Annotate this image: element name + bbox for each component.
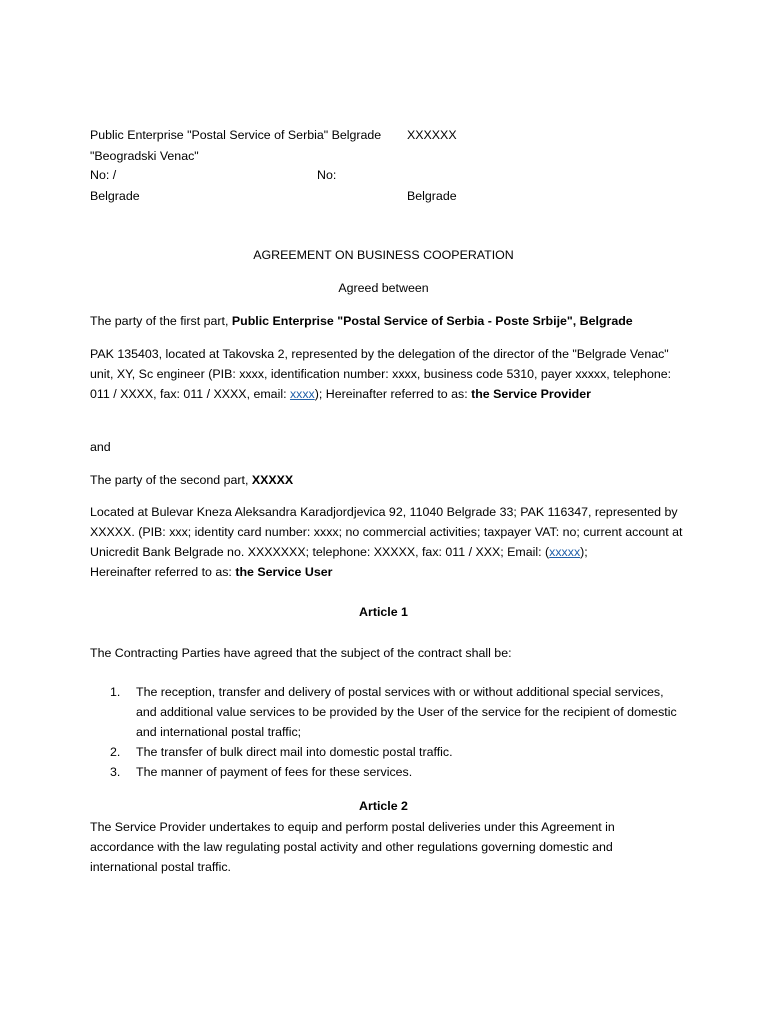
list-item-text: The transfer of bulk direct mail into domestic postal traffic.: [136, 745, 453, 759]
place-right: Belgrade: [407, 189, 457, 203]
document-subtitle: Agreed between: [338, 281, 429, 295]
first-party-email-link[interactable]: xxxx: [289, 387, 315, 401]
article-1-intro: The Contracting Parties have agreed that the subject of the contract shall be:: [90, 646, 512, 660]
second-party-details-tail: );: [580, 545, 588, 559]
list-item-text: The reception, transfer and delivery of postal services with or without additional special services, and additional value services to be provided by the User of the service for the recipient of domestic and international postal traffic;: [136, 685, 677, 739]
list-item: [90, 762, 680, 782]
conjunction-and: and: [90, 440, 111, 454]
article-2-text: The Service Provider undertakes to equip and perform postal deliveries under this Agreement in accordance with the law regulating postal activity and other regulations governing domestic and international postal traffic.: [90, 820, 615, 874]
first-party-intro: The party of the first part,: [90, 314, 232, 328]
reference-number-left: No: /: [90, 168, 117, 182]
place-left: Belgrade: [90, 189, 140, 203]
reference-number-right: No:: [317, 168, 337, 182]
article-1-list: [90, 682, 680, 782]
sender-name-line2: "Beogradski Venac": [90, 149, 199, 163]
document-title: AGREEMENT ON BUSINESS COOPERATION: [253, 248, 514, 262]
second-party-heading: [90, 470, 690, 490]
second-party-details-text: Located at Bulevar Kneza Aleksandra Karadjordjevica 92, 11040 Belgrade 33; PAK 116347, represented by XXXXX. (PIB: xxx; identity card number: xxxx; no commercial activities; taxpayer VAT: no; current account at Unicredit Bank Belgrade no. XXXXXXX; telephone: XXXXX, fax: 011 / XXX; Email: (: [90, 505, 683, 559]
list-item: [90, 742, 680, 762]
list-item-number: 1.: [110, 685, 121, 699]
recipient-code: XXXXXX: [407, 128, 457, 142]
first-party-details-text: PAK 135403, located at Takovska 2, represented by the delegation of the director of the "Belgrade Venac" unit, XY, Sc engineer (PIB: xxxx, identification number: xxxx, business code 5310, payer xxxxx, telephone: 011 / XXXX, fax: 011 / XXXX, email:: [90, 347, 672, 401]
first-party-role: the Service Provider: [471, 387, 591, 401]
list-item-text: The manner of payment of fees for these services.: [136, 765, 413, 779]
list-item-number: 3.: [110, 765, 121, 779]
first-party-details: [90, 344, 690, 404]
second-party-email-link[interactable]: xxxxx: [549, 545, 581, 559]
article-2-heading: Article 2: [359, 799, 408, 813]
article-1-heading: Article 1: [359, 605, 408, 619]
list-item: [90, 682, 680, 742]
first-party-name: Public Enterprise "Postal Service of Serbia - Poste Srbije", Belgrade: [231, 314, 633, 328]
first-party-details-tail: ); Hereinafter referred to as:: [314, 387, 472, 401]
second-party-role-prefix: Hereinafter referred to as:: [90, 565, 236, 579]
second-party-role: the Service User: [235, 565, 333, 579]
sender-name-line1: Public Enterprise "Postal Service of Serbia" Belgrade: [90, 128, 382, 142]
list-item-number: 2.: [110, 745, 121, 759]
first-party-heading: [90, 311, 690, 331]
second-party-details: [90, 502, 686, 582]
second-party-intro: The party of the second part,: [90, 473, 252, 487]
second-party-name: XXXXX: [251, 473, 294, 487]
